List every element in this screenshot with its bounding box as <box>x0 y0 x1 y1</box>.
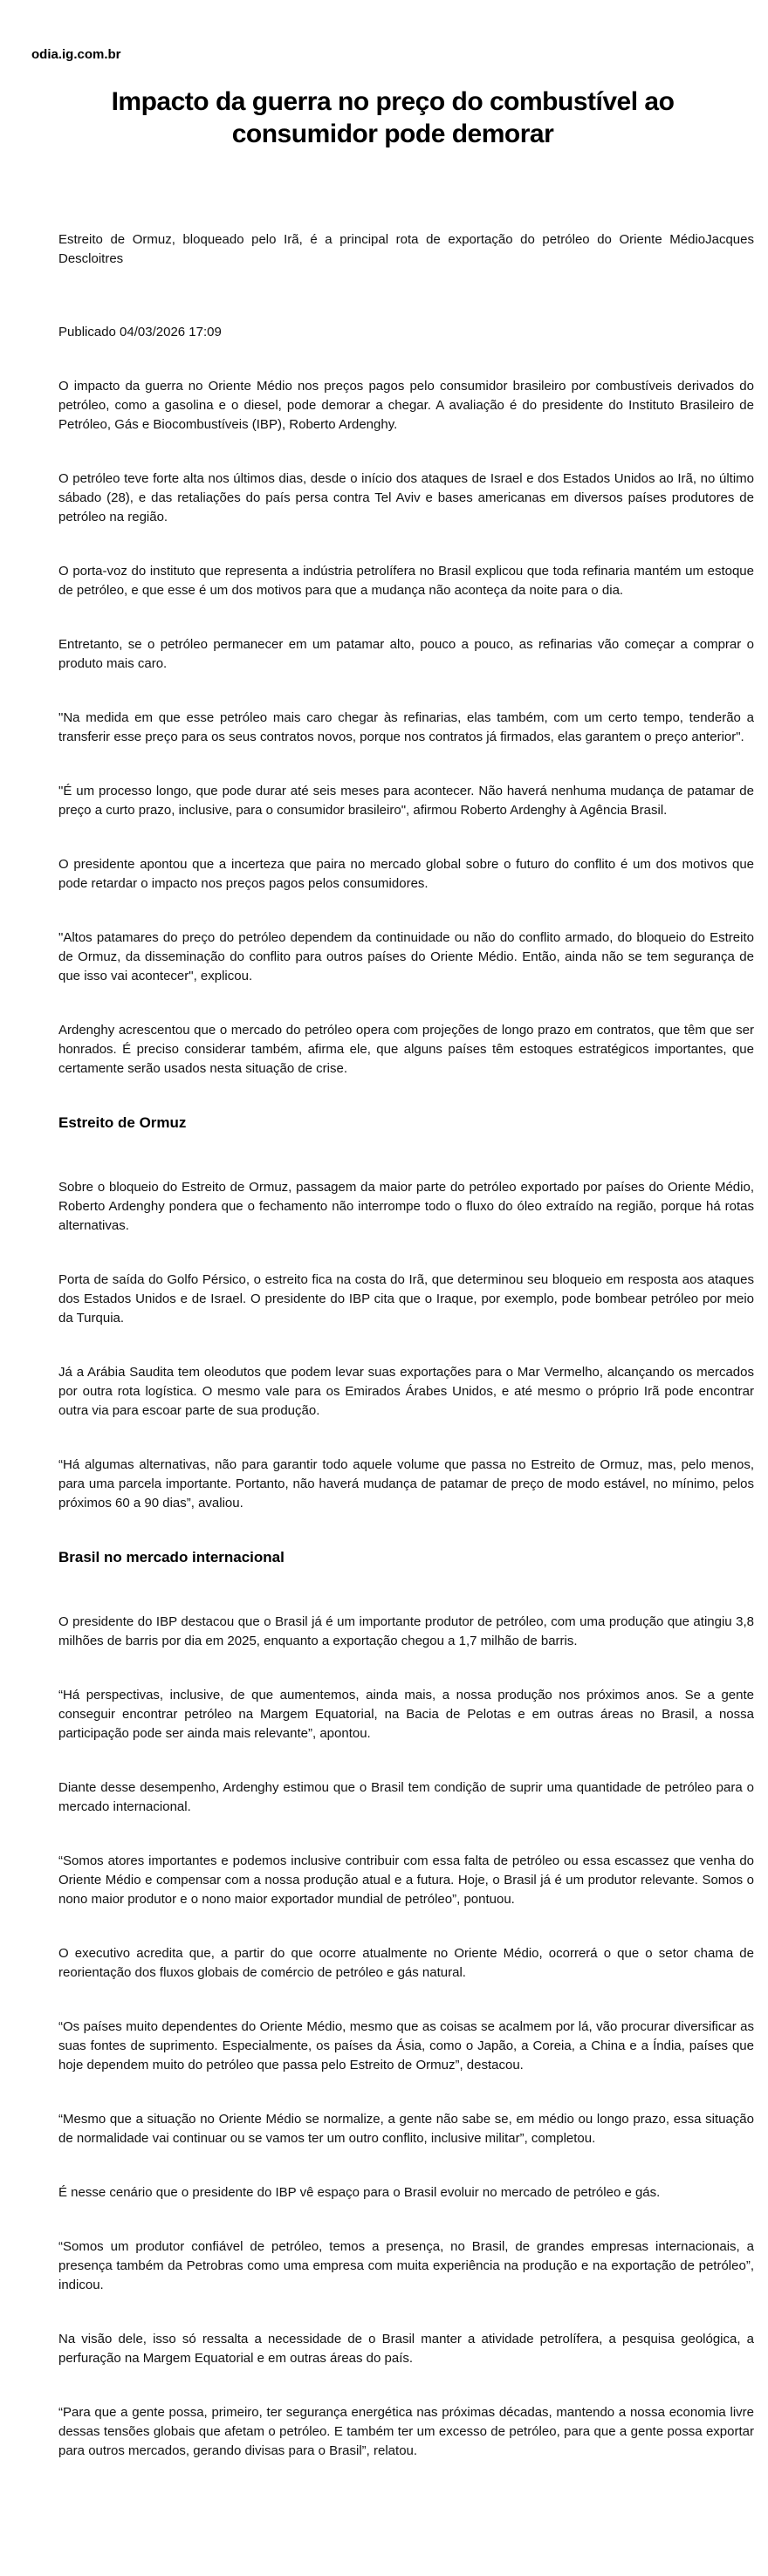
section-heading: Estreito de Ormuz <box>58 1114 187 1131</box>
article-paragraph: "É um processo longo, que pode durar até seis meses para acontecer. Não haverá nenhuma mudança de patamar de preço a curto prazo, inclusive, para o consumidor brasileiro", afirmou Roberto Ardenghy à Agência Brasil. <box>58 784 754 818</box>
article-paragraph: Diante desse desempenho, Ardenghy estimou que o Brasil tem condição de suprir uma quantidade de petróleo para o mercado internacional. <box>58 1780 754 1814</box>
article-paragraph: “Há perspectivas, inclusive, de que aumentemos, ainda mais, a nossa produção nos próximos anos. Se a gente conseguir encontrar petróleo na Margem Equatorial, na Bacia de Pelotas e em outras áreas no Brasil, a nossa participação pode ser ainda mais relevante”, apontou. <box>58 1688 754 1741</box>
publish-date: Publicado 04/03/2026 17:09 <box>58 325 222 339</box>
image-caption: Estreito de Ormuz, bloqueado pelo Irã, é a principal rota de exportação do petróleo do Oriente MédioJacques Descloitres <box>58 232 754 266</box>
article-paragraph: O porta-voz do instituto que representa a indústria petrolífera no Brasil explicou que toda refinaria mantém um estoque de petróleo, e que esse é um dos motivos para que a mudança não aconteça da noite para o dia. <box>58 564 754 598</box>
article-paragraph: Ardenghy acrescentou que o mercado do petróleo opera com projeções de longo prazo em contratos, que têm que ser honrados. É preciso considerar também, afirma ele, que alguns países têm estoques estratégicos importantes, que certamente serão usados nesta situação de crise. <box>58 1023 754 1076</box>
article-paragraph: “Os países muito dependentes do Oriente Médio, mesmo que as coisas se acalmem por lá, vão procurar diversificar as suas fontes de suprimento. Especialmente, os países da Ásia, como o Japão, a Coreia, a China e a Índia, países que hoje dependem muito do petróleo que passa pelo Estreito de Ormuz”, destacou. <box>58 2019 754 2072</box>
article-paragraph: Já a Arábia Saudita tem oleodutos que podem levar suas exportações para o Mar Vermelho, alcançando os mercados por outra rota logística. O mesmo vale para os Emirados Árabes Unidos, e até mesmo o próprio Irã pode encontrar outra via para escoar parte de sua produção. <box>58 1365 754 1418</box>
article-paragraph: “Somos um produtor confiável de petróleo, temos a presença, no Brasil, de grandes empresas internacionais, a presença também da Petrobras como uma empresa com muita experiência na produção e na exportação de petróleo”, indicou. <box>58 2239 754 2292</box>
article-content <box>58 377 754 2461</box>
article-paragraph: O presidente apontou que a incerteza que paira no mercado global sobre o futuro do conflito é um dos motivos que pode retardar o impacto nos preços pagos pelos consumidores. <box>58 857 754 891</box>
article-paragraph: O executivo acredita que, a partir do que ocorre atualmente no Oriente Médio, ocorrerá o que o setor chama de reorientação dos fluxos globais de comércio de petróleo e gás natural. <box>58 1946 754 1980</box>
section-heading: Brasil no mercado internacional <box>58 1549 285 1565</box>
article-paragraph: “Mesmo que a situação no Oriente Médio se normalize, a gente não sabe se, em médio ou longo prazo, essa situação de normalidade vai continuar ou se vamos ter um outro conflito, inclusive militar”, completou. <box>58 2112 754 2146</box>
article-paragraph: "Altos patamares do preço do petróleo dependem da continuidade ou não do conflito armado, do bloqueio do Estreito de Ormuz, da disseminação do conflito para outros países do Oriente Médio. Então, ainda não se tem segurança de que isso vai acontecer", explicou. <box>58 930 754 983</box>
article-paragraph: O petróleo teve forte alta nos últimos dias, desde o início dos ataques de Israel e dos Estados Unidos ao Irã, no último sábado (28), e das retaliações do país persa contra Tel Aviv e bases americanas em diversos países produtores de petróleo na região. <box>58 471 754 524</box>
article-paragraph: Na visão dele, isso só ressalta a necessidade de o Brasil manter a atividade petrolífera, a pesquisa geológica, a perfuração na Margem Equatorial e em outras áreas do país. <box>58 2332 754 2366</box>
article-paragraph: “Para que a gente possa, primeiro, ter segurança energética nas próximas décadas, mantendo a nossa economia livre dessas tensões globais que afetam o petróleo. E também ter um excesso de petróleo, para que a gente possa exportar para outros mercados, gerando divisas para o Brasil”, relatou. <box>58 2405 754 2458</box>
article-body <box>31 230 754 2461</box>
article-paragraph: “Há algumas alternativas, não para garantir todo aquele volume que passa no Estreito de Ormuz, mas, pelo menos, para uma parcela importante. Portanto, não haverá mudança de patamar de preço de modo estável, no mínimo, pelos próximos 60 a 90 dias”, avaliou. <box>58 1457 754 1511</box>
article-paragraph: É nesse cenário que o presidente do IBP vê espaço para o Brasil evoluir no mercado de petróleo e gás. <box>58 2185 661 2200</box>
article-paragraph: Entretanto, se o petróleo permanecer em um patamar alto, pouco a pouco, as refinarias vão começar a comprar o produto mais caro. <box>58 637 754 671</box>
article-paragraph: Sobre o bloqueio do Estreito de Ormuz, passagem da maior parte do petróleo exportado por países do Oriente Médio, Roberto Ardenghy pondera que o fechamento não interrompe todo o fluxo do óleo extraído na região, porque há rotas alternativas. <box>58 1180 754 1233</box>
article-paragraph: "Na medida em que esse petróleo mais caro chegar às refinarias, elas também, com um certo tempo, tenderão a transferir esse preço para os seus contratos novos, porque nos contratos já firmados, elas garantem o preço anterior". <box>58 710 754 744</box>
article-paragraph: “Somos atores importantes e podemos inclusive contribuir com essa falta de petróleo ou essa escassez que venha do Oriente Médio e compensar com a nossa produção atual e a futura. Hoje, o Brasil já é um produtor relevante. Somos o nono maior produtor e o nono maior exportador mundial de petróleo”, pontuou. <box>58 1853 754 1907</box>
article-paragraph: Porta de saída do Golfo Pérsico, o estreito fica na costa do Irã, que determinou seu bloqueio em resposta aos ataques dos Estados Unidos e de Israel. O presidente do IBP cita que o Iraque, por exemplo, pode bombear petróleo por meio da Turquia. <box>58 1272 754 1326</box>
article-paragraph: O impacto da guerra no Oriente Médio nos preços pagos pelo consumidor brasileiro por combustíveis derivados do petróleo, como a gasolina e o diesel, pode demorar a chegar. A avaliação é do presidente do Instituto Brasileiro de Petróleo, Gás e Biocombustíveis (IBP), Roberto Ardenghy. <box>58 379 754 432</box>
site-url: odia.ig.com.br <box>31 47 121 62</box>
article-paragraph: O presidente do IBP destacou que o Brasil já é um importante produtor de petróleo, com uma produção que atingiu 3,8 milhões de barris por dia em 2025, enquanto a exportação chegou a 1,7 milhão de barris. <box>58 1614 754 1648</box>
article-title: Impacto da guerra no preço do combustível ao consumidor pode demorar <box>111 87 675 148</box>
